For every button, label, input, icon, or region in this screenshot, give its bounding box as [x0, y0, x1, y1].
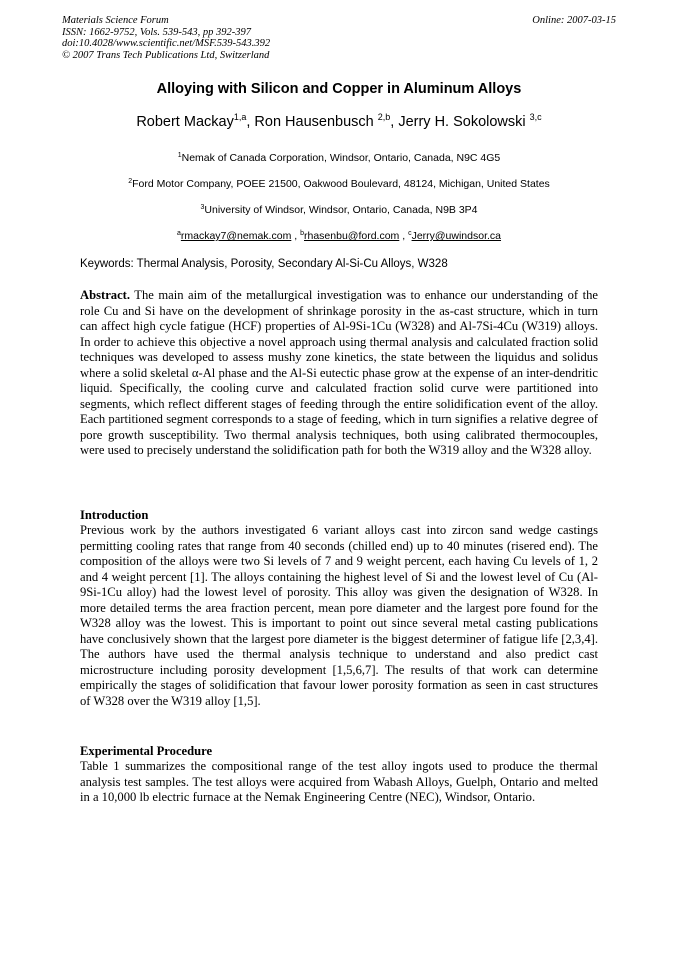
keywords: Keywords: Thermal Analysis, Porosity, Secondary Al-Si-Cu Alloys, W328 — [80, 258, 448, 270]
email-link[interactable]: Jerry@uwindsor.ca — [411, 230, 502, 242]
affiliation-number: 2 — [128, 178, 133, 185]
email-sup: b — [300, 230, 304, 237]
affiliation-text: Nemak of Canada Corporation, Windsor, Ontario, Canada, N9C 4G5 — [181, 152, 501, 164]
affiliation-text: Ford Motor Company, POEE 21500, Oakwood Boulevard, 48124, Michigan, United States — [132, 178, 550, 190]
author-name: Jerry H. Sokolowski — [398, 114, 530, 130]
affiliation-number: 1 — [177, 152, 182, 159]
paper-title: Alloying with Silicon and Copper in Aluminum Alloys — [156, 81, 522, 97]
journal-doi: doi:10.4028/www.scientific.net/MSF.539-543.392 — [62, 38, 271, 49]
email-separator: , — [399, 230, 409, 242]
journal-name: Materials Science Forum — [62, 15, 169, 26]
email-list — [0, 230, 678, 242]
abstract-text: The main aim of the metallurgical investigation was to enhance our understanding of the role Cu and Si have on the development of shrinkage porosity in the as-cast structure, which in turn can affect high cycle fatigue (HCF) properties of Al-9Si-1Cu (W328) and Al-7Si-4Cu (W319) alloys. In order to achieve this objective a novel approach using thermal analysis and calculated fraction solid techniques was developed to assess mushy zone kinetics, the state between the liquidus and solidus where a solid skeletal α-Al phase and the Al-Si eutectic phase grow at the expense of an inter-dendritic liquid. Specifically, the cooling curve and calculated fraction solid curve were partitioned into segments, which reflect different stages of feeding through the entire solidification event of the alloy. Each partitioned segment corresponds to a stage of feeding, which in turn signifies a relative degree of pore growth susceptibility. Two thermal analysis techniques, both using calibrated thermocouples, were used to precisely understand the solidification path for both the W319 alloy and the W328 alloy. — [80, 288, 598, 457]
author-separator: , — [246, 114, 255, 130]
affiliation — [0, 204, 678, 216]
email-link[interactable]: rmackay7@nemak.com — [180, 230, 292, 242]
author-name: Robert Mackay — [136, 114, 234, 130]
email-separator: , — [291, 230, 301, 242]
email-link[interactable]: rhasenbu@ford.com — [304, 230, 400, 242]
introduction-heading: Introduction — [80, 508, 149, 522]
author-separator: , — [390, 114, 399, 130]
journal-info — [62, 15, 270, 61]
introduction-paragraph: Previous work by the authors investigated 6 variant alloys cast into zircon sand wedge castings permitting cooling rates that range from 40 seconds (chilled end) up to 40 minutes (risered end). The composition of the alloys were two Si levels of 7 and 9 weight percent, each having Cu levels of 1, 2 and 4 weight percent [1]. The alloys containing the highest level of Si and the lowest level of Cu (Al-9Si-1Cu alloy) had the lowest level of porosity. This alloy was given the designation of W328. In more detailed terms the area fraction percent, mean pore diameter and the largest pore found for the W328 alloy was the lowest. This is important to point out since several metal casting publications have conclusively shown that the largest pore diameter is the biggest determiner of fatigue life [2,3,4]. The authors have used the thermal analysis technique to understand and also predict cast microstructure including porosity development [1,5,6,7]. The results of that work can determine empirically the stages of solidification that favour lower porosity formation as seen in cast structures of W328 over the W319 alloy [1,5]. — [80, 523, 598, 708]
journal-header — [62, 15, 616, 61]
affiliation-text: University of Windsor, Windsor, Ontario, Canada, N9B 3P4 — [204, 204, 478, 216]
journal-copyright: © 2007 Trans Tech Publications Ltd, Switzerland — [62, 49, 270, 61]
journal-issn: ISSN: 1662-9752, Vols. 539-543, pp 392-397 — [62, 26, 251, 38]
affiliation — [0, 152, 678, 164]
abstract-label: Abstract. — [80, 288, 131, 302]
online-date: Online: 2007-03-15 — [532, 15, 616, 26]
affiliation-number: 3 — [200, 204, 205, 211]
author-list — [0, 114, 678, 130]
author-sup: 3,c — [529, 112, 542, 122]
author-sup: 1,a — [233, 112, 247, 122]
author-name: Ron Hausenbusch — [254, 114, 378, 130]
affiliation — [0, 178, 678, 190]
experimental-heading: Experimental Procedure — [80, 744, 213, 758]
email-sup: c — [408, 230, 412, 237]
author-sup: 2,b — [377, 112, 391, 122]
experimental-paragraph: Table 1 summarizes the compositional range of the test alloy ingots used to produce the thermal analysis test samples. The test alloys were acquired from Wabash Alloys, Guelph, Ontario and melted in a 10,000 lb electric furnace at the Nemak Engineering Centre (NEC), Windsor, Ontario. — [80, 759, 598, 804]
abstract-paragraph — [80, 288, 598, 459]
email-sup: a — [176, 230, 181, 237]
